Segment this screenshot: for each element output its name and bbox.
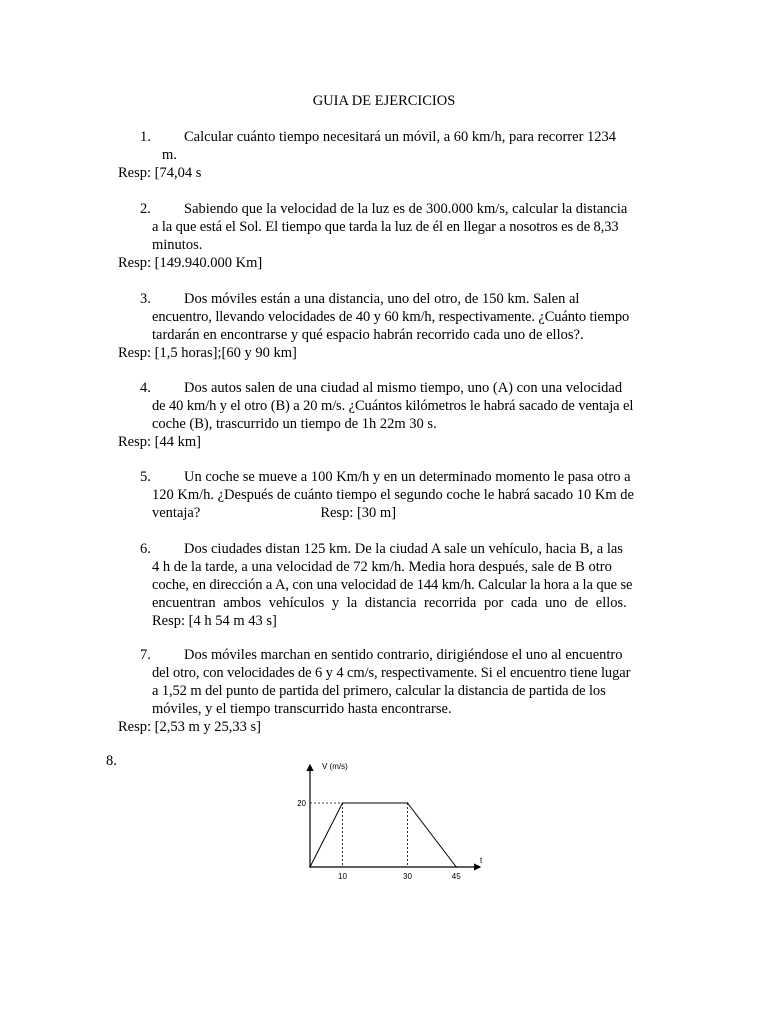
- data-point: [407, 802, 409, 804]
- exercise-3: [140, 290, 660, 344]
- exercise-text-line: [152, 504, 660, 522]
- exercise-text-line: Dos ciudades distan 125 km. De la ciudad A sale un vehículo, hacia B, a las: [184, 541, 623, 557]
- exercise-text-line: minutos.: [152, 237, 203, 253]
- data-point: [455, 866, 457, 868]
- exercise-7: [140, 646, 660, 718]
- exercise-number: 2.: [140, 201, 151, 217]
- series-line: [310, 803, 456, 867]
- exercise-1: [140, 128, 660, 164]
- x-tick-label: 10: [338, 872, 347, 881]
- x-axis-label: t: [480, 856, 483, 865]
- exercise-text-line: del otro, con velocidades de 6 y 4 cm/s, respectivamente. Si el encuentro tiene lugar: [152, 665, 631, 681]
- exercise-number: 7.: [140, 647, 151, 663]
- exercise-text-line: coche, en dirección a A, con una velocidad de 144 km/h. Calcular la hora a la que se: [152, 577, 633, 593]
- exercise-text-line: Sabiendo que la velocidad de la luz es de 300.000 km/s, calcular la distancia: [184, 201, 628, 217]
- exercise-number: 3.: [140, 291, 151, 307]
- x-tick-label: 30: [403, 872, 412, 881]
- exercise-text-line: encuentran ambos vehículos y la distancia recorrida por cada uno de ellos.: [152, 595, 627, 611]
- exercise-6: [140, 540, 660, 630]
- exercise-text-line: a la que está el Sol. El tiempo que tarda la luz de él en llegar a nosotros es de 8,33: [152, 219, 619, 235]
- exercise-text-line: Calcular cuánto tiempo necesitará un móvil, a 60 km/h, para recorrer 1234: [184, 129, 617, 145]
- exercise-number: 5.: [140, 469, 151, 485]
- exercise-text-line: m.: [162, 147, 177, 163]
- answer-4: Resp: [44 km]: [118, 434, 201, 450]
- exercise-number: 1.: [140, 129, 151, 145]
- exercise-text-line: de 40 km/h y el otro (B) a 20 m/s. ¿Cuántos kilómetros le habrá sacado de ventaja el: [152, 398, 634, 414]
- exercise-text-line: encuentro, llevando velocidades de 40 y 60 km/h, respectivamente. ¿Cuánto tiempo: [152, 309, 630, 325]
- exercise-text-line: Dos móviles están a una distancia, uno del otro, de 150 km. Salen al: [184, 291, 580, 307]
- exercise-5: [140, 468, 660, 522]
- exercise-text-line: Dos móviles marchan en sentido contrario, dirigiéndose el uno al encuentro: [184, 647, 623, 663]
- answer-2: Resp: [149.940.000 Km]: [118, 255, 263, 271]
- answer-1: Resp: [74,04 s: [118, 165, 202, 181]
- page-title: GUIA DE EJERCICIOS: [312, 93, 456, 109]
- exercise-text-line: móviles, y el tiempo transcurrido hasta encontrarse.: [152, 701, 452, 717]
- y-tick-label: 20: [297, 799, 306, 808]
- exercise-number: 6.: [140, 541, 151, 557]
- exercise-number: 4.: [140, 380, 151, 396]
- answer-3: Resp: [1,5 horas];[60 y 90 km]: [118, 345, 297, 361]
- exercise-2: [140, 200, 660, 254]
- exercise-text-line: a 1,52 m del punto de partida del primero, calcular la distancia de partida de los: [152, 683, 606, 699]
- exercise-text-line: coche (B), trascurrido un tiempo de 1h 22m 30 s.: [152, 416, 437, 432]
- data-point: [309, 866, 311, 868]
- exercise-text-line: Dos autos salen de una ciudad al mismo tiempo, uno (A) con una velocidad: [184, 380, 623, 396]
- y-axis-label: V (m/s): [322, 762, 348, 771]
- exercise-text-fragment: ventaja?: [152, 505, 201, 521]
- exercise-text-line: 120 Km/h. ¿Después de cuánto tiempo el segundo coche le habrá sacado 10 Km de: [152, 487, 634, 503]
- answer-5: Resp: [30 m]: [320, 505, 397, 521]
- exercise-text-line: Un coche se mueve a 100 Km/h y en un determinado momento le pasa otro a: [184, 469, 631, 485]
- x-tick-label: 45: [451, 872, 461, 881]
- exercise-text-line: 4 h de la tarde, a una velocidad de 72 km/h. Media hora después, sale de B otro: [152, 559, 612, 575]
- answer-6: Resp: [4 h 54 m 43 s]: [152, 613, 277, 629]
- exercise-8-number: 8.: [106, 753, 117, 769]
- answer-7: Resp: [2,53 m y 25,33 s]: [118, 719, 261, 735]
- velocity-time-chart: [280, 755, 500, 885]
- exercise-text-line: tardarán en encontrarse y qué espacio habrán recorrido cada uno de ellos?.: [152, 327, 584, 343]
- data-point: [342, 802, 344, 804]
- exercise-4: [140, 379, 660, 433]
